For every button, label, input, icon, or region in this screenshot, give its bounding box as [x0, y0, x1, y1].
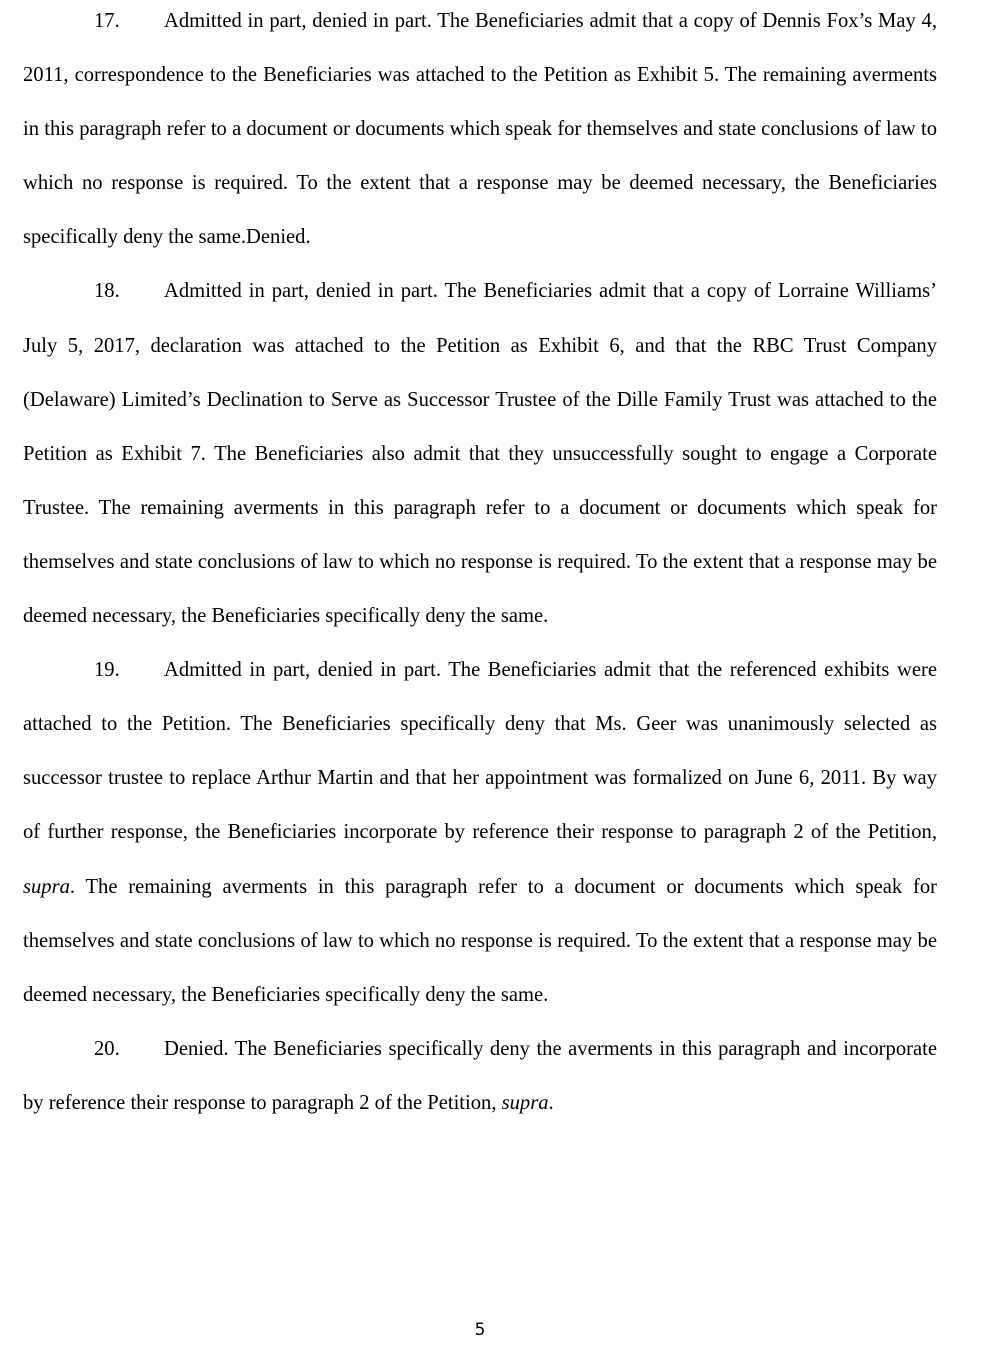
paragraph-text: Admitted in part, denied in part. The Beneficiaries admit that a copy of Dennis Fox’s May 4, 2011, correspondence to the Beneficiaries was attached to the Petition as Exhibit 5. The remaining averments in this paragraph refer to a document or documents which speak for themselves and state conclusions of law to which no response is required. To the extent that a response may be deemed necessary, the Beneficiaries specifically deny the same.Denied.	[23, 10, 937, 249]
paragraph-17	[23, 0, 937, 264]
paragraph-text: . The remaining averments in this paragraph refer to a document or documents which speak for themselves and state conclusions of law to which no response is required. To the extent that a response may be deemed necessary, the Beneficiaries specifically deny the same.	[23, 875, 937, 1006]
paragraph-number: 18.	[94, 280, 120, 303]
italic-citation: supra	[23, 875, 70, 898]
paragraph-text: Admitted in part, denied in part. The Beneficiaries admit that a copy of Lorraine Williams’ July 5, 2017, declaration was attached to the Petition as Exhibit 6, and that the RBC Trust Company (Delaware) Limited’s Declination to Serve as Successor Trustee of the Dille Family Trust was attached to the Petition as Exhibit 7. The Beneficiaries also admit that they unsuccessfully sought to engage a Corporate Trustee. The remaining averments in this paragraph refer to a document or documents which speak for themselves and state conclusions of law to which no response is required. To the extent that a response may be deemed necessary, the Beneficiaries specifically deny the same.	[23, 280, 937, 628]
paragraph-18	[23, 264, 937, 643]
paragraph-text: Admitted in part, denied in part. The Beneficiaries admit that the referenced exhibits were attached to the Petition. The Beneficiaries specifically deny that Ms. Geer was unanimously selected as successor trustee to replace Arthur Martin and that her appointment was formalized on June 6, 2011. By way of further response, the Beneficiaries incorporate by reference their response to paragraph 2 of the Petition,	[23, 659, 937, 844]
document-body	[23, 0, 937, 1130]
paragraph-number: 20.	[94, 1037, 120, 1060]
paragraph-text: .	[548, 1091, 554, 1114]
paragraph-number: 17.	[94, 10, 120, 32]
page-number: 5	[474, 1320, 486, 1340]
italic-citation: supra	[501, 1091, 549, 1114]
paragraph-19	[23, 643, 937, 1022]
paragraph-20	[23, 1022, 937, 1130]
paragraph-number: 19.	[94, 659, 120, 682]
paragraph-text: Denied. The Beneficiaries specifically deny the averments in this paragraph and incorporate by reference their response to paragraph 2 of the Petition,	[23, 1037, 937, 1114]
